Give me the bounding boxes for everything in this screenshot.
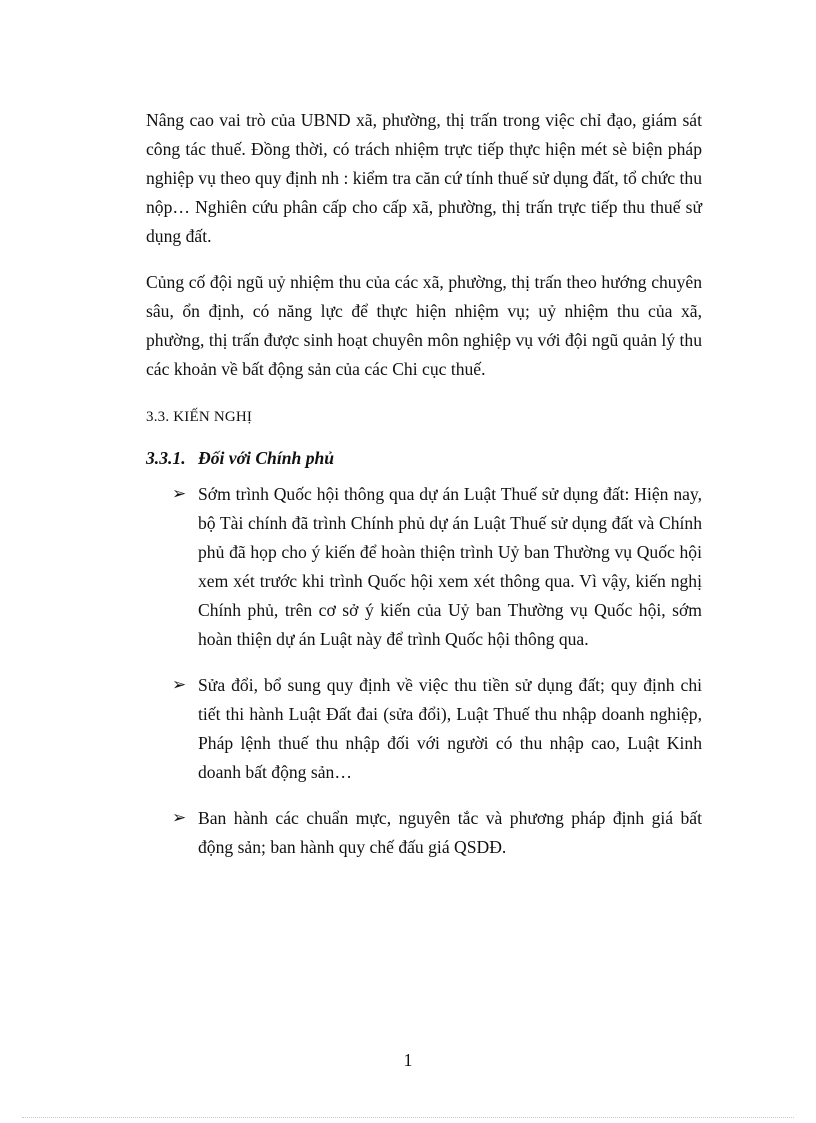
subsection-title: Đối với Chính phủ [198,448,335,468]
page-bottom-divider [22,1117,794,1118]
list-item [146,671,702,787]
list-item-text: Ban hành các chuẩn mực, nguyên tắc và phương pháp định giá bất động sản; ban hành quy chế đấu giá QSDĐ. [198,808,702,857]
paragraph-tax-collectors: Củng cố đội ngũ uỷ nhiệm thu của các xã, phường, thị trấn theo hướng chuyên sâu, ổn định, có năng lực để thực hiện nhiệm vụ; uỷ nhiệm thu của xã, phường, thị trấn được sinh hoạt chuyên môn nghiệp vụ với đội ngũ quản lý thu các khoản về bất động sản của các Chi cục thuế. [146,272,702,379]
list-item [146,804,702,862]
subsection-number: 3.3.1. [146,448,186,468]
document-body [146,106,702,862]
recommendation-list [146,480,702,862]
page-number: 1 [403,1050,413,1070]
arrowhead-bullet-icon: ➢ [172,808,187,828]
list-item-text: Sửa đổi, bổ sung quy định về việc thu tiền sử dụng đất; quy định chi tiết thi hành Luật Đất đai (sửa đổi), Luật Thuế thu nhập doanh nghiệp, Pháp lệnh thuế thu nhập đối với người có thu nhập cao, Luật Kinh doanh bất động sản… [198,675,702,782]
paragraph-ubnd-role: Nâng cao vai trò của UBND xã, phường, thị trấn trong việc chỉ đạo, giám sát công tác thuế. Đồng thời, có trách nhiệm trực tiếp thực hiện mét sè biện pháp nghiệp vụ theo quy định nh : kiểm tra căn cứ tính thuế sử dụng đất, tổ chức thu nộp… Nghiên cứu phân cấp cho cấp xã, phường, thị trấn trực tiếp thu thuế sử dụng đất. [146,110,702,246]
list-item [146,480,702,654]
arrowhead-bullet-icon: ➢ [172,675,187,695]
section-heading: 3.3. KIẾN NGHỊ [146,409,253,425]
subsection-heading [146,446,702,470]
arrowhead-bullet-icon: ➢ [172,484,187,504]
list-item-text: Sớm trình Quốc hội thông qua dự án Luật Thuế sử dụng đất: Hiện nay, bộ Tài chính đã trình Chính phủ dự án Luật Thuế sử dụng đất và Chính phủ đã họp cho ý kiến để hoàn thiện trình Uỷ ban Thường vụ Quốc hội xem xét trước khi trình Quốc hội xem xét thông qua. Vì vậy, kiến nghị Chính phủ, trên cơ sở ý kiến của Uỷ ban Thường vụ Quốc hội, sớm hoàn thiện dự án Luật này để trình Quốc hội thông qua. [198,484,702,649]
